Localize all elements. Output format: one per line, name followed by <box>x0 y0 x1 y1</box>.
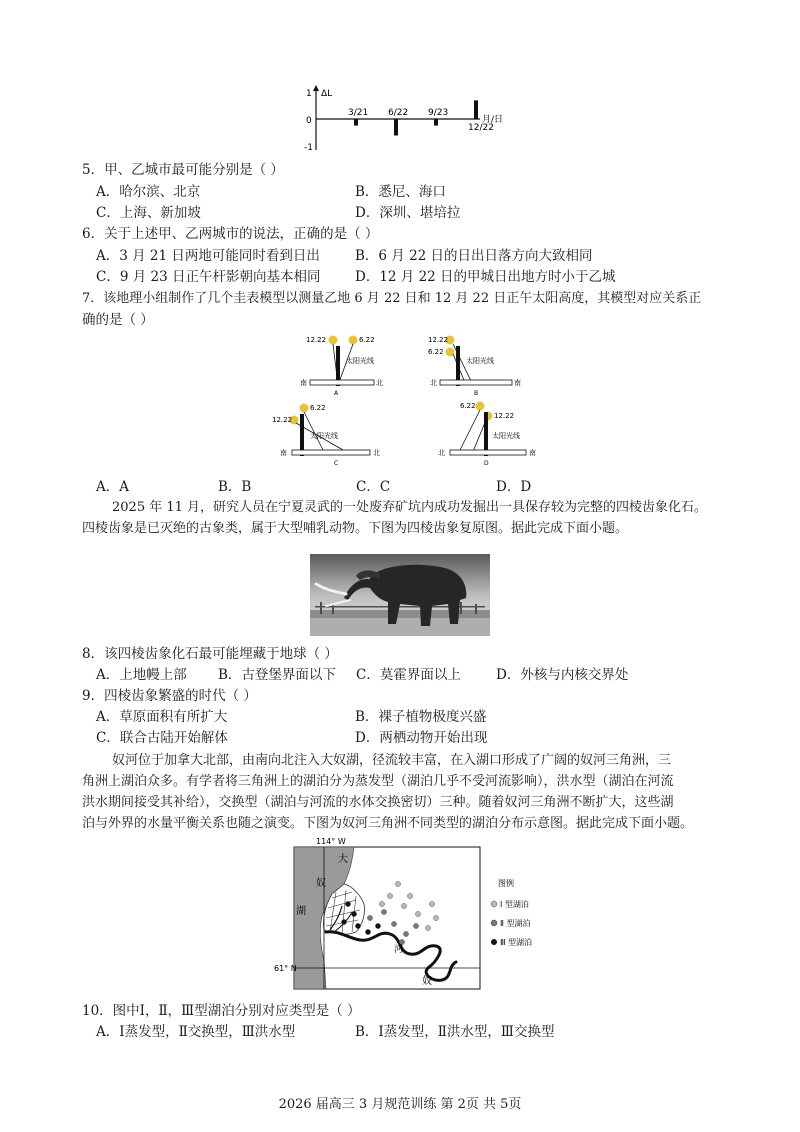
intro-line: 角洲上湖泊众多。有学者将三角洲上的湖泊分为蒸发型（湖泊几乎不受河流影响），洪水型（湖泊在河流 <box>82 774 674 789</box>
q7-stem-line2: 确的是（ ） <box>82 312 154 328</box>
label-north: 北 <box>373 449 380 457</box>
diagram-label: A <box>334 390 339 397</box>
q7-stem-line1: 7．该地理小组制作了几个圭表模型以测量乙地 6 月 22 日和 12 月 22 日正午太阳高度，其模型对应关系正 <box>82 291 702 306</box>
base <box>450 450 526 455</box>
type1-lake-marker <box>387 893 392 898</box>
label-6-22: 6.22 <box>359 336 375 344</box>
x-tick-label: 9/23 <box>428 108 449 118</box>
q7-option-a[interactable]: A．A <box>96 479 129 495</box>
type1-lake-marker <box>401 903 406 908</box>
sun-icon <box>300 404 309 413</box>
type1-lake-marker <box>429 901 434 906</box>
intro-line: 洪水期间接受其补给），交换型（湖泊与河流的水体交换密切）三种。随着奴河三角洲不断扩大，这些湖 <box>82 795 674 810</box>
river-label: 河 <box>394 945 404 955</box>
label-6-22: 6.22 <box>460 402 476 410</box>
sun-icon <box>349 336 358 345</box>
q10-stem: 10．图中Ⅰ，Ⅱ，Ⅲ型湖泊分别对应类型是（ ） <box>82 1003 361 1019</box>
q5-option-d[interactable]: D．深圳、堪培拉 <box>355 205 461 221</box>
label-south: 南 <box>300 379 307 387</box>
elephant-restoration-image <box>310 554 490 636</box>
intro-line: 泊与外界的水量平衡关系也随之演变。下图为奴河三角洲不同类型的湖泊分布示意图。据此完成下面小题。 <box>82 816 694 831</box>
type3-lake-marker <box>355 923 360 928</box>
q10-option-b[interactable]: B．Ⅰ蒸发型，Ⅱ洪水型，Ⅲ交换型 <box>355 1024 555 1040</box>
river-label: 奴 <box>422 976 432 987</box>
y-tick-neg1: -1 <box>304 143 313 153</box>
base <box>292 450 370 455</box>
type3-lake-marker <box>375 923 380 928</box>
intro-line: 四棱齿象是已灭绝的古象类，属于大型哺乳动物。下图为四棱齿象复原图。据此完成下面小题。 <box>82 521 629 536</box>
type3-lake-marker <box>341 919 346 924</box>
label-12-22: 12.22 <box>306 336 327 344</box>
lake-label: 大 <box>338 854 348 865</box>
label-6-22: 6.22 <box>310 404 326 412</box>
q8-stem: 8．该四棱齿象化石最可能埋藏于地球（ ） <box>82 646 338 662</box>
label-6-22: 6.22 <box>428 348 444 356</box>
legend-type1-label: Ⅰ 型湖泊 <box>500 900 529 909</box>
q8-option-b[interactable]: B．古登堡界面以下 <box>218 667 336 683</box>
type1-lake-marker <box>433 915 438 920</box>
type2-lake-marker <box>381 909 386 914</box>
sun-ray-label: 太阳光线 <box>492 432 520 440</box>
type2-lake-marker <box>399 939 404 944</box>
type1-lake-marker <box>407 893 412 898</box>
q9-option-c[interactable]: C．联合古陆开始解体 <box>96 730 228 746</box>
label-south: 南 <box>529 449 536 457</box>
legend-title: 图例 <box>498 879 514 888</box>
type2-lake-marker <box>391 921 396 926</box>
label-12-22: 12.22 <box>494 412 515 420</box>
q5-option-b[interactable]: B．悉尼、海口 <box>355 184 446 200</box>
latitude-label: 61° N <box>274 964 297 973</box>
type1-lake-marker <box>395 881 400 886</box>
type3-lake-marker <box>351 911 356 916</box>
legend-type2-marker <box>491 920 497 926</box>
x-tick-label: 6/22 <box>388 108 409 118</box>
sun-ray-label: 太阳光线 <box>466 357 494 365</box>
sun-ray-label: 太阳光线 <box>346 357 374 365</box>
q6-option-b[interactable]: B．6 月 22 日的日出日落方向大致相同 <box>355 248 593 264</box>
bar-12/22 <box>474 100 478 119</box>
q7-option-b[interactable]: B．B <box>218 479 252 495</box>
q7-option-c[interactable]: C．C <box>356 479 391 495</box>
q6-option-c[interactable]: C．9 月 23 日正午杆影朝向基本相同 <box>96 269 321 285</box>
slave-river-delta-map <box>274 834 556 994</box>
y-tick-0: 0 <box>306 116 312 126</box>
type2-lake-marker <box>367 915 372 920</box>
sun-ray <box>458 410 480 454</box>
intro-line: 2025 年 11 月，研究人员在宁夏灵武的一处废弃矿坑内成功发掘出一具保存较为完整的四棱齿象化石。 <box>112 500 708 515</box>
legend-type2-label: Ⅱ 型湖泊 <box>500 919 531 928</box>
type1-lake-marker <box>425 925 430 930</box>
gnomon <box>484 412 488 456</box>
type1-lake-marker <box>379 901 384 906</box>
label-12-22: 12.22 <box>428 336 449 344</box>
bar-6/22 <box>394 119 398 136</box>
q5-option-c[interactable]: C．上海、新加坡 <box>96 205 201 221</box>
q10-option-a[interactable]: A．Ⅰ蒸发型，Ⅱ交换型，Ⅲ洪水型 <box>96 1024 296 1040</box>
label-north: 北 <box>438 449 445 457</box>
label-south: 南 <box>514 379 521 387</box>
intro-paragraph-slave-river <box>82 750 693 834</box>
base <box>440 380 512 385</box>
diagram-label: C <box>334 460 339 467</box>
gnomon-diagram-d <box>428 398 558 468</box>
q7-option-d[interactable]: D．D <box>496 479 532 495</box>
q9-stem: 9．四棱齿象繁盛的时代（ ） <box>82 688 257 704</box>
y-tick-1: 1 <box>306 89 312 99</box>
gnomon-diagram-c <box>270 398 400 468</box>
q6-option-a[interactable]: A．3 月 21 日两地可能同时看到日出 <box>96 248 320 264</box>
q5-option-a[interactable]: A．哈尔滨、北京 <box>96 184 201 200</box>
delta-l-chart <box>290 82 510 154</box>
sun-icon <box>476 402 485 411</box>
bar-9/23 <box>434 119 438 126</box>
q8-option-a[interactable]: A．上地幔上部 <box>96 667 187 683</box>
label-north: 北 <box>376 379 383 387</box>
page-footer: 2026 届高三 3 月规范训练 第 2页 共 5页 <box>278 1097 522 1112</box>
y-label: ΔL <box>321 89 333 99</box>
q6-option-d[interactable]: D．12 月 22 日的甲城日出地方时小于乙城 <box>355 269 616 285</box>
sun-icon <box>329 336 338 345</box>
q9-option-a[interactable]: A．草原面积有所扩大 <box>96 709 228 725</box>
type3-lake-marker <box>365 929 370 934</box>
legend-type3-label: Ⅲ 型湖泊 <box>500 938 533 947</box>
diagram-label: D <box>484 460 489 467</box>
x-tick-label: 3/21 <box>348 108 369 118</box>
base <box>310 380 374 385</box>
label-12-22: 12.22 <box>272 416 293 424</box>
lake-label: 奴 <box>316 878 326 889</box>
type2-lake-marker <box>403 931 408 936</box>
legend-type3-marker <box>491 939 497 945</box>
bar-3/21 <box>354 119 358 126</box>
gnomon-diagram-b <box>428 330 538 398</box>
q9-option-d[interactable]: D．两栖动物开始出现 <box>355 730 488 746</box>
sun-ray <box>472 420 486 454</box>
q8-option-d[interactable]: D．外核与内核交界处 <box>496 667 629 683</box>
diagram-label: B <box>474 390 479 397</box>
q5-stem: 5．甲、乙城市最可能分别是（ ） <box>82 162 284 178</box>
label-north: 北 <box>430 379 437 387</box>
longitude-label: 114° W <box>316 837 346 846</box>
lake-label: 湖 <box>296 906 306 917</box>
x-tick-label: 12/22 <box>468 123 494 133</box>
type2-lake-marker <box>413 923 418 928</box>
intro-paragraph-fossil <box>82 497 707 539</box>
legend-type1-marker <box>491 901 497 907</box>
label-south: 南 <box>280 449 287 457</box>
y-axis-arrow <box>313 85 319 91</box>
gnomon-diagram-a <box>298 330 408 398</box>
type3-lake-marker <box>345 901 350 906</box>
sun-ray-label: 太阳光线 <box>310 432 338 440</box>
x-label: 月/日 <box>482 115 504 125</box>
type1-lake-marker <box>415 911 420 916</box>
q8-option-c[interactable]: C．莫霍界面以上 <box>356 667 461 683</box>
intro-line: 奴河位于加拿大北部，由南向北注入大奴湖，径流较丰富，在入湖口形成了广阔的奴河三角洲，三 <box>112 753 672 768</box>
q9-option-b[interactable]: B．裸子植物极度兴盛 <box>355 709 487 725</box>
q6-stem: 6．关于上述甲、乙两城市的说法，正确的是（ ） <box>82 226 379 242</box>
